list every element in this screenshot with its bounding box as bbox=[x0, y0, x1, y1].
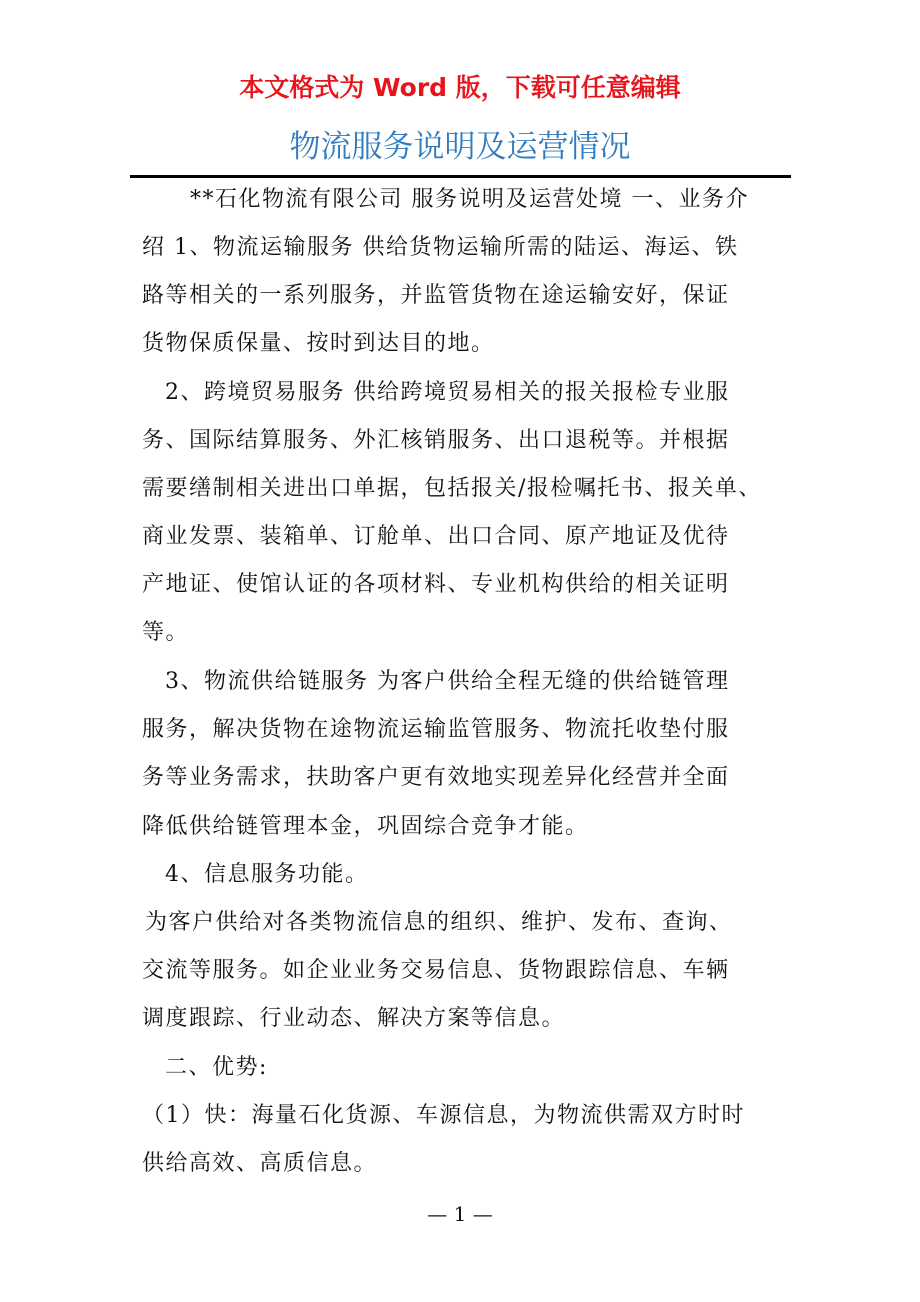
title-divider bbox=[130, 175, 791, 178]
body-line: **石化物流有限公司 服务说明及运营处境 一、业务介 bbox=[190, 187, 749, 212]
body-line: 调度跟踪、行业动态、解决方案等信息。 bbox=[142, 1006, 566, 1031]
body-line: 路等相关的一系列服务，并监管货物在途运输安好，保证 bbox=[142, 283, 730, 308]
body-line: 4、信息服务功能。 bbox=[165, 862, 369, 887]
body-line: 供给高效、高质信息。 bbox=[142, 1151, 378, 1176]
body-line: 降低供给链管理本金，巩固综合竞争才能。 bbox=[142, 814, 589, 839]
body-line: （1）快：海量石化货源、车源信息，为物流供需双方时时 bbox=[142, 1103, 745, 1128]
body-line: 3、物流供给链服务 为客户供给全程无缝的供给链管理 bbox=[165, 669, 730, 694]
body-line: 产地证、使馆认证的各项材料、专业机构供给的相关证明 bbox=[142, 572, 730, 597]
page-number: — 1 — bbox=[427, 1202, 493, 1226]
editable-banner: 本文格式为 Word 版，下载可任意编辑 bbox=[239, 73, 681, 102]
body-line: 绍 1、物流运输服务 供给货物运输所需的陆运、海运、铁 bbox=[142, 235, 739, 260]
body-line: 等。 bbox=[142, 620, 190, 645]
body-line: 为客户供给对各类物流信息的组织、维护、发布、查询、 bbox=[145, 910, 733, 935]
section-heading: 二、优势: bbox=[165, 1055, 268, 1080]
body-line: 服务，解决货物在途物流运输监管服务、物流托收垫付服 bbox=[142, 717, 730, 742]
body-line: 务、国际结算服务、外汇核销服务、出口退税等。并根据 bbox=[142, 428, 730, 453]
body-line: 需要缮制相关进出口单据，包括报关/报检嘱托书、报关单、 bbox=[142, 476, 762, 501]
body-line: 货物保质保量、按时到达目的地。 bbox=[142, 331, 495, 356]
body-line: 商业发票、装箱单、订舱单、出口合同、原产地证及优待 bbox=[142, 524, 730, 549]
body-line: 务等业务需求，扶助客户更有效地实现差异化经营并全面 bbox=[142, 765, 730, 790]
document-title: 物流服务说明及运营情况 bbox=[289, 129, 631, 165]
body-line: 交流等服务。如企业业务交易信息、货物跟踪信息、车辆 bbox=[142, 958, 730, 983]
body-line: 2、跨境贸易服务 供给跨境贸易相关的报关报检专业服 bbox=[165, 380, 730, 405]
